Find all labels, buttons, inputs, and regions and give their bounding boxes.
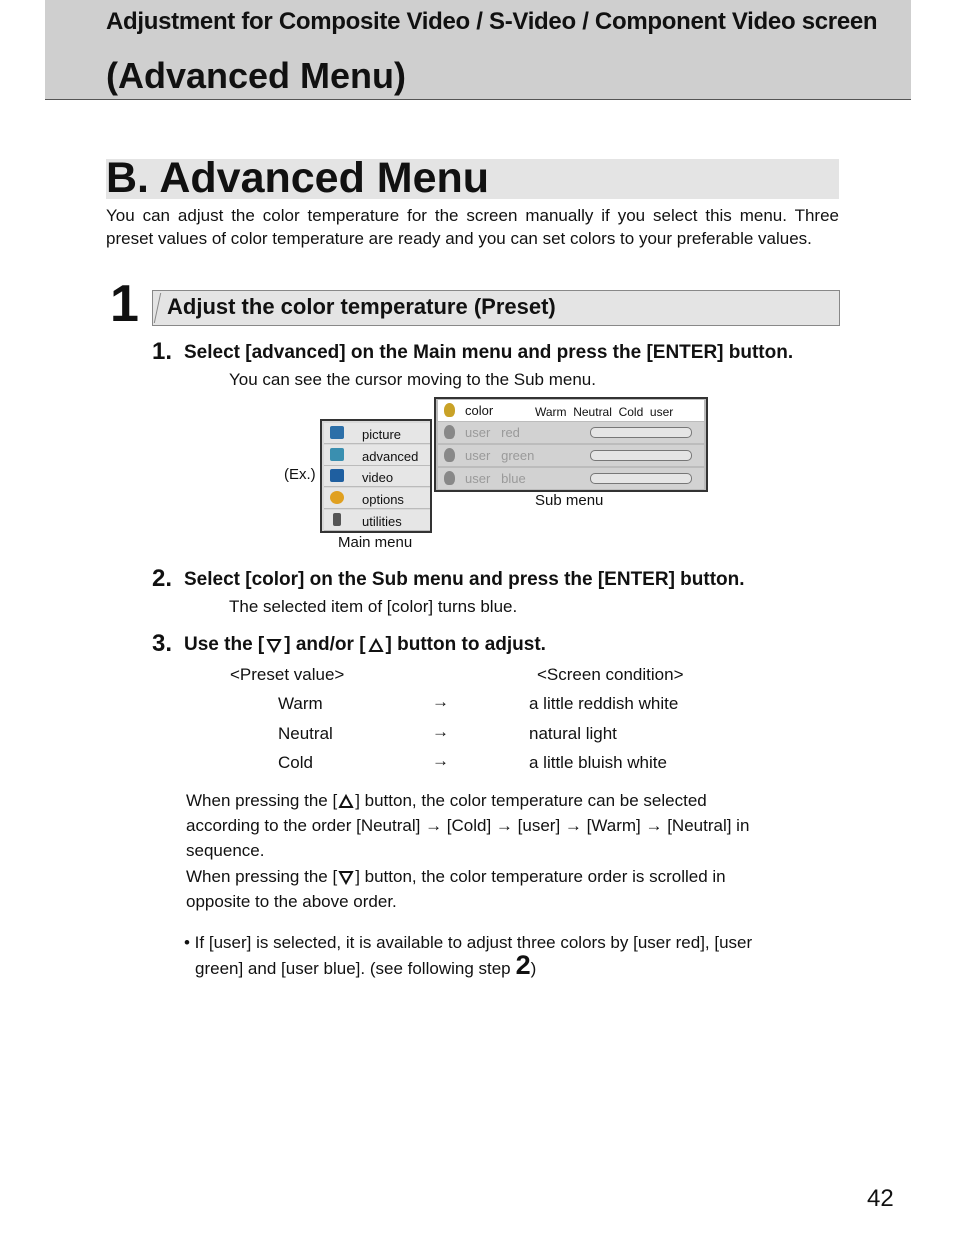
video-icon	[330, 469, 344, 482]
advanced-icon	[330, 448, 344, 461]
sub-menu-label: user green	[465, 448, 535, 463]
sub-menu-row-user-green[interactable]	[438, 445, 704, 466]
sub-menu-label: color	[465, 403, 494, 418]
main-menu-label: advanced	[362, 449, 419, 464]
preset-warm: Warm	[278, 694, 323, 713]
header-subtitle: (Advanced Menu)	[106, 55, 407, 96]
utilities-icon	[333, 513, 341, 526]
sub-menu-label: user red	[465, 425, 520, 440]
subsection-number: 1	[110, 275, 139, 333]
sub-menu-row-user-blue[interactable]	[438, 468, 704, 489]
main-menu-item-video[interactable]	[324, 466, 430, 487]
main-menu-item-picture[interactable]	[324, 423, 430, 444]
up-note-line-2: according to the order [Neutral] → [Cold] → [user] → [Warm] → [Neutral] in	[186, 816, 750, 835]
arrow-icon: →	[432, 722, 449, 741]
main-menu-item-options[interactable]	[324, 488, 430, 509]
step-3-text-c: ] button to adjust.	[385, 634, 546, 655]
step-1-text: Select [advanced] on the Main menu and press the [ENTER] button.	[184, 342, 794, 363]
condition-cold: a little bluish white	[529, 753, 667, 772]
picture-icon	[330, 426, 344, 439]
main-menu-item-advanced[interactable]	[324, 445, 430, 466]
example-label: (Ex.)	[284, 466, 316, 483]
preset-neutral: Neutral	[278, 724, 333, 743]
up-triangle-icon	[337, 793, 355, 809]
step-3-text-a: Use the [	[184, 634, 265, 655]
user-red-slider[interactable]	[590, 427, 692, 438]
color-options: Warm Neutral Cold user	[535, 405, 674, 419]
up-note-a: When pressing the [	[186, 791, 338, 810]
bullet-note-a: green] and [user blue]. (see following step	[195, 959, 511, 978]
down-note-b: ] button, the color temperature order is scrolled in	[355, 867, 726, 886]
step-1-number: 1.	[152, 338, 173, 365]
color-icon	[444, 403, 455, 417]
section-intro: You can adjust the color temperature for the screen manually if you select this menu. Three preset values of color temperature are ready and you can set colors to your preferable values.	[106, 206, 839, 248]
step-3-text	[184, 634, 546, 656]
header-title: Adjustment for Composite Video / S-Video / Component Video screen	[106, 8, 878, 35]
step-2-note: The selected item of [color] turns blue.	[229, 597, 518, 616]
user-green-icon	[444, 448, 455, 462]
main-menu-label: picture	[362, 427, 402, 442]
user-blue-icon	[444, 471, 455, 485]
user-green-slider[interactable]	[590, 450, 692, 461]
down-triangle-icon	[264, 637, 284, 653]
condition-neutral: natural light	[529, 724, 617, 743]
step-2-number: 2.	[152, 565, 173, 592]
arrow-icon: →	[432, 692, 449, 711]
sub-menu-row-color[interactable]	[438, 400, 704, 421]
main-menu-label: video	[362, 470, 394, 485]
sub-menu-label: user blue	[465, 471, 526, 486]
condition-header: <Screen condition>	[537, 665, 684, 684]
page-number: 42	[867, 1185, 894, 1212]
options-icon	[330, 491, 344, 504]
main-menu-caption: Main menu	[338, 534, 413, 551]
down-note-line-2: opposite to the above order.	[186, 892, 397, 911]
user-red-icon	[444, 425, 455, 439]
bullet-note-line-2	[195, 950, 536, 981]
step-3-text-b: ] and/or [	[284, 634, 366, 655]
section-title: B. Advanced Menu	[106, 154, 490, 202]
main-menu-label: options	[362, 492, 404, 507]
step-1-note: You can see the cursor moving to the Sub menu.	[229, 370, 596, 389]
preset-cold: Cold	[278, 753, 313, 772]
up-note-line-3: sequence.	[186, 841, 265, 860]
user-blue-slider[interactable]	[590, 473, 692, 484]
step-3-number: 3.	[152, 630, 173, 657]
arrow-icon: →	[432, 751, 449, 770]
main-menu-label: utilities	[362, 514, 402, 529]
up-triangle-icon	[366, 637, 386, 653]
step-ref-number: 2	[515, 950, 531, 980]
sub-menu-row-user-red[interactable]	[438, 422, 704, 443]
bullet-note-line-1: • If [user] is selected, it is available to adjust three colors by [user red], [user	[184, 933, 753, 952]
down-triangle-icon	[337, 869, 355, 885]
bullet-note-b: )	[530, 959, 537, 978]
up-note-b: ] button, the color temperature can be selected	[355, 791, 707, 810]
sub-menu	[434, 397, 708, 492]
up-note-line-1	[186, 791, 707, 811]
down-note-line-1	[186, 867, 726, 887]
down-note-a: When pressing the [	[186, 867, 338, 886]
main-menu-item-utilities[interactable]	[324, 510, 430, 531]
main-menu	[320, 419, 432, 533]
step-2-text: Select [color] on the Sub menu and press the [ENTER] button.	[184, 569, 745, 590]
preset-header: <Preset value>	[230, 665, 345, 684]
condition-warm: a little reddish white	[529, 694, 679, 713]
sub-menu-caption: Sub menu	[535, 492, 604, 509]
subsection-title: Adjust the color temperature (Preset)	[167, 294, 556, 319]
